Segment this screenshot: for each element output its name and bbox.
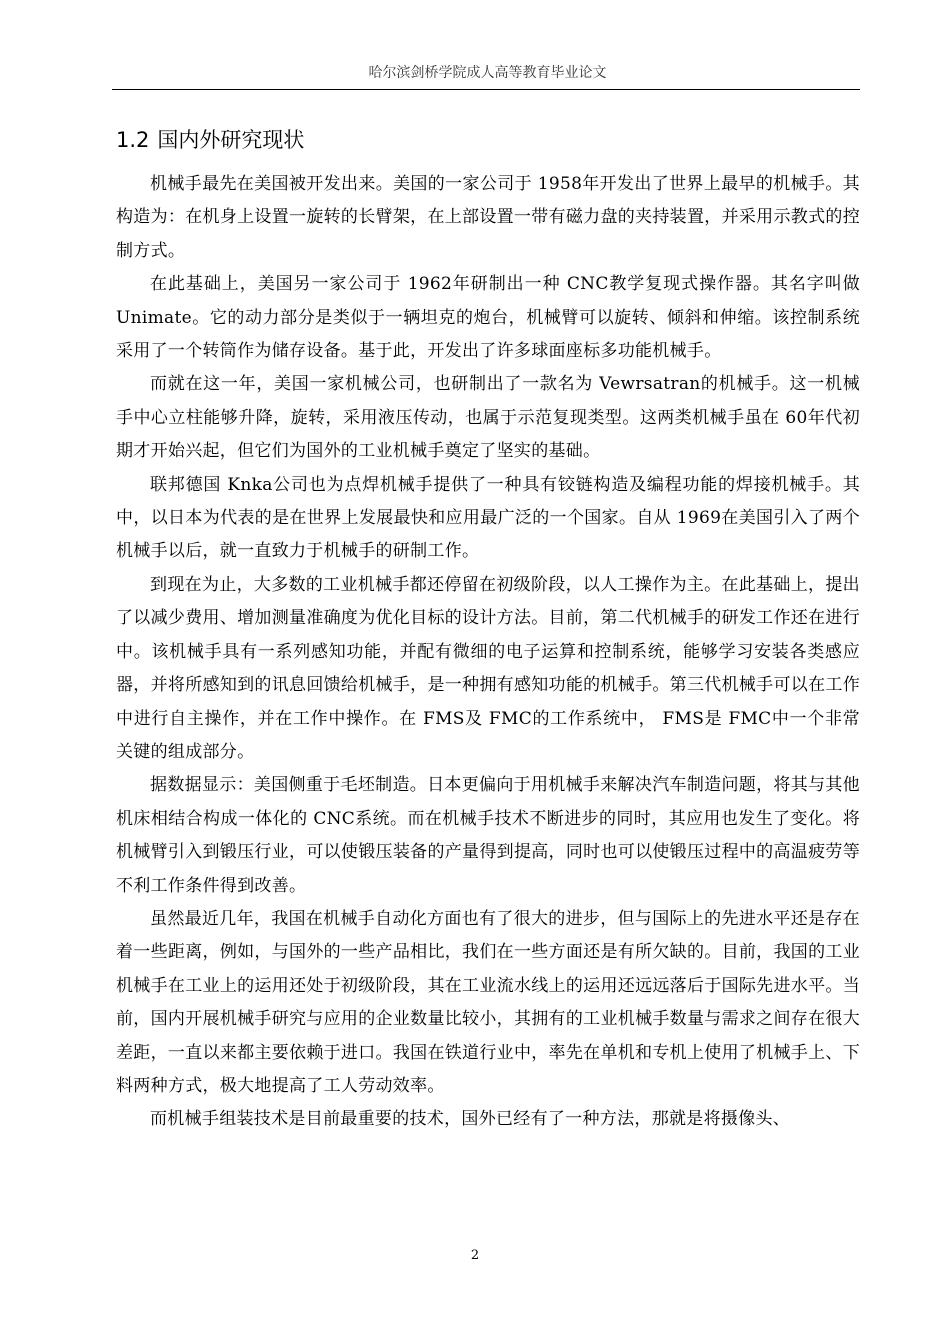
paragraph-3: 而就在这一年，美国一家机械公司，也研制出了一款名为 Vewrsatran的机械手。这一机械手中心立柱能够升降，旋转，采用液压传动，也属于示范复现类型。这两类机械手虽在 60年代初期才开始兴起，但它们为国外的工业机械手奠定了坚实的基础。 bbox=[116, 374, 860, 462]
paragraph-7: 虽然最近几年，我国在机械手自动化方面也有了很大的进步，但与国际上的先进水平还是存在着一些距离，例如，与国外的一些产品相比，我们在一些方面还是有所欠缺的。目前，我国的工业机械手在工业上的运用还处于初级阶段，其在工业流水线上的运用还远远落后于国际先进水平。当前，国内开展机械手研究与应用的企业数量比较小，其拥有的工业机械手数量与需求之间存在很大差距，一直以来都主要依赖于进口。我国在铁道行业中，率先在单机和专机上使用了机械手上、下料两种方式，极大地提高了工人劳动效率。 bbox=[116, 908, 860, 1096]
paragraph-1: 机械手最先在美国被开发出来。美国的一家公司于 1958年开发出了世界上最早的机械手。其构造为：在机身上设置一旋转的长臂架，在上部设置一带有磁力盘的夹持装置，并采用示教式的控制方式。 bbox=[116, 174, 860, 261]
section-heading bbox=[116, 124, 856, 156]
paragraph-2: 在此基础上，美国另一家公司于 1962年研制出一种 CNC教学复现式操作器。其名字叫做 Unimate。它的动力部分是类似于一辆坦克的炮台，机械臂可以旋转、倾斜和伸缩。该控制系统采用了一个转筒作为储存设备。基于此，开发出了许多球面座标多功能机械手。 bbox=[116, 274, 860, 362]
section-title: 国内外研究现状 bbox=[157, 128, 305, 152]
body-text bbox=[116, 168, 860, 1137]
page-number: 2 bbox=[470, 1248, 480, 1263]
paragraph-6: 据数据显示：美国侧重于毛坯制造。日本更偏向于用机械手来解决汽车制造问题，将其与其他机床相结合构成一体化的 CNC系统。而在机械手技术不断进步的同时，其应用也发生了变化。将机械臂引入到锻压行业，可以使锻压装备的产量得到提高，同时也可以使锻压过程中的高温疲劳等不利工作条件得到改善。 bbox=[116, 775, 860, 896]
header-rule bbox=[112, 89, 860, 90]
paragraph-8: 而机械手组装技术是目前最重要的技术，国外已经有了一种方法，那就是将摄像头、 bbox=[150, 1109, 791, 1130]
paragraph-5: 到现在为止，大多数的工业机械手都还停留在初级阶段，以人工操作为主。在此基础上，提出了以减少费用、增加测量准确度为优化目标的设计方法。目前，第二代机械手的研发工作还在进行中。该机械手具有一系列感知功能，并配有微细的电子运算和控制系统，能够学习安装各类感应器，并将所感知到的讯息回馈给机械手，是一种拥有感知功能的机械手。第三代机械手可以在工作中进行自主操作，并在工作中操作。在 FMS及 FMC的工作系统中， FMS是 FMC中一个非常关键的组成部分。 bbox=[116, 574, 860, 762]
section-number: 1.2 bbox=[116, 128, 150, 152]
running-header: 哈尔滨剑桥学院成人高等教育毕业论文 bbox=[368, 65, 607, 81]
paragraph-4: 联邦德国 Knka公司也为点焊机械手提供了一种具有铰链构造及编程功能的焊接机械手。其中，以日本为代表的是在世界上发展最快和应用最广泛的一个国家。自从 1969在美国引入了两个机械手以后，就一直致力于机械手的研制工作。 bbox=[116, 474, 860, 562]
